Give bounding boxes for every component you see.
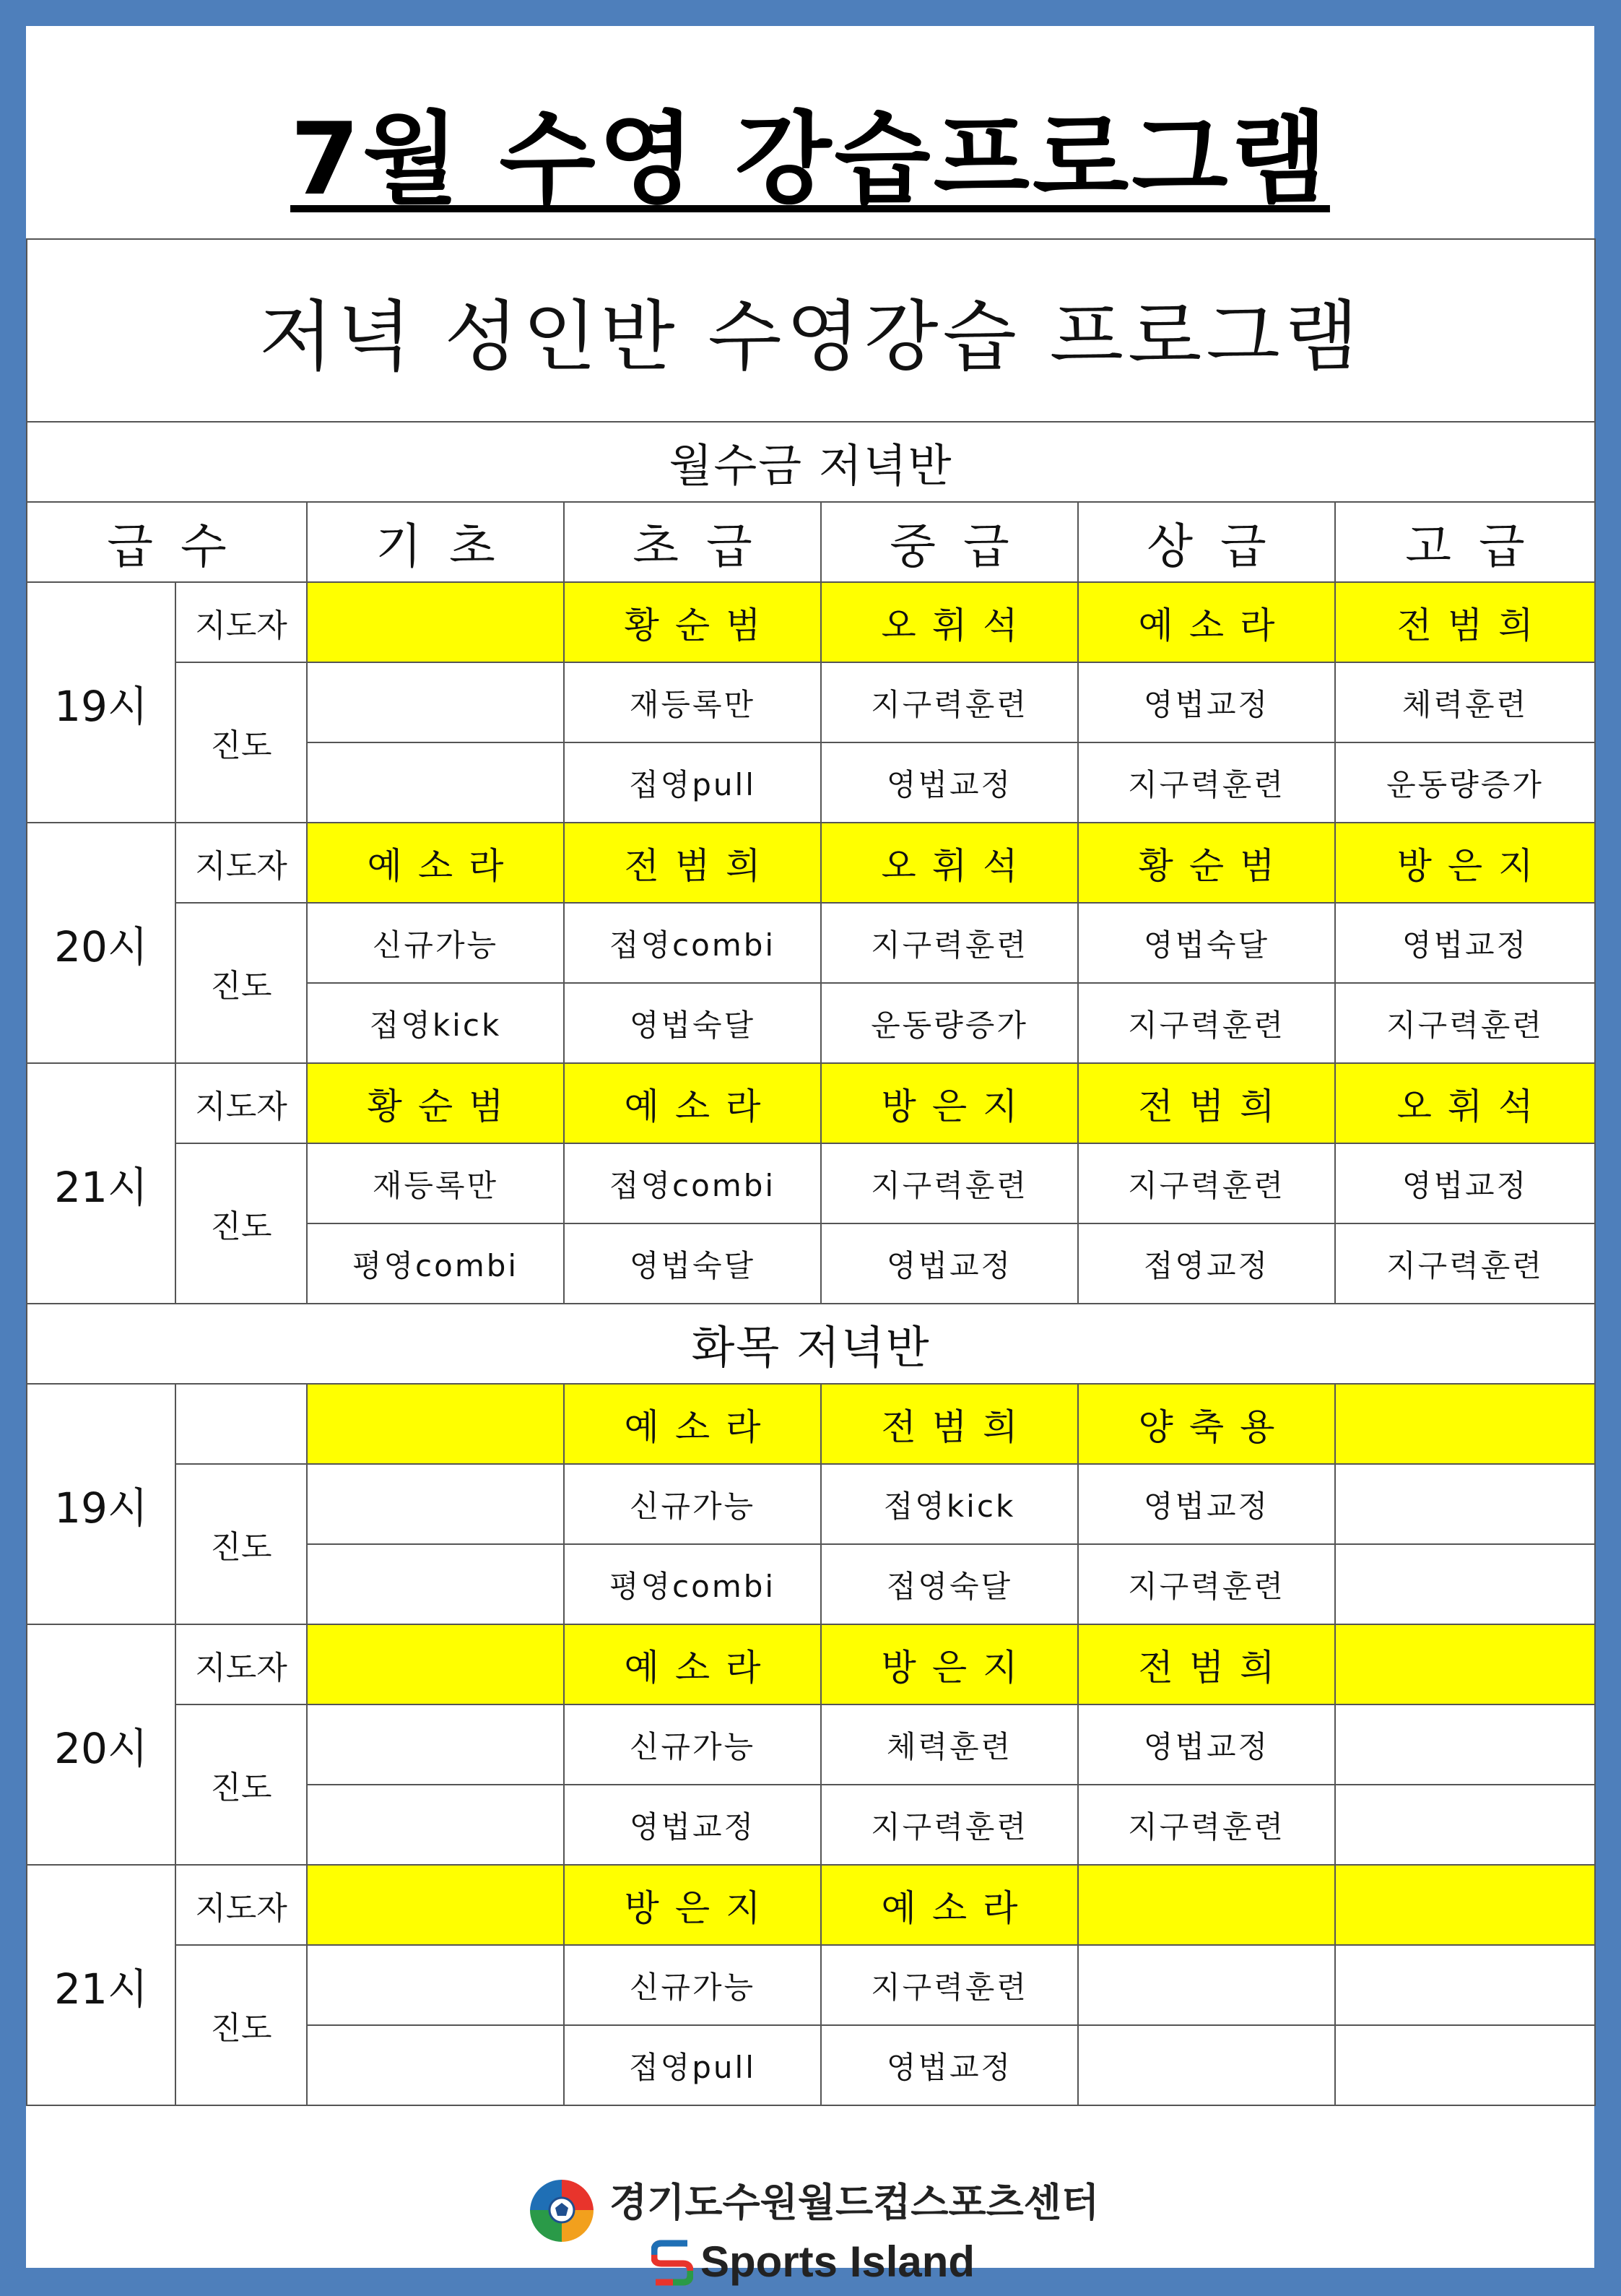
- progress-label: 진도: [175, 1143, 307, 1304]
- instructor-cell: [307, 1384, 564, 1464]
- progress-row: [27, 1464, 1595, 1544]
- progress-cell: 영법숙달: [564, 1223, 821, 1304]
- instructor-cell: 예소라: [564, 1384, 821, 1464]
- progress-cell: 영법교정: [821, 1223, 1078, 1304]
- instructor-row: [27, 823, 1595, 903]
- progress-cell: 접영숙달: [821, 1544, 1078, 1624]
- footer: [26, 2157, 1594, 2286]
- progress-cell: [307, 1464, 564, 1544]
- instructor-row: [27, 1384, 1595, 1464]
- progress-cell: 접영pull: [564, 742, 821, 823]
- progress-row: [27, 903, 1595, 983]
- progress-cell: [1078, 1945, 1335, 2025]
- time-slot: 21시: [27, 1865, 175, 2105]
- instructor-cell: [307, 1865, 564, 1945]
- level-header: 중급: [821, 502, 1078, 582]
- instructor-cell: 예소라: [564, 1063, 821, 1143]
- progress-cell: [307, 2025, 564, 2105]
- progress-cell: 영법교정: [821, 742, 1078, 823]
- time-slot: 20시: [27, 1624, 175, 1865]
- progress-cell: 재등록만: [564, 662, 821, 742]
- progress-cell: [307, 1704, 564, 1785]
- progress-cell: [1335, 1945, 1595, 2025]
- instructor-cell: 황순범: [307, 1063, 564, 1143]
- progress-cell: 접영pull: [564, 2025, 821, 2105]
- progress-cell: 접영combi: [564, 1143, 821, 1223]
- progress-cell: 영법교정: [1335, 1143, 1595, 1223]
- progress-cell: 지구력훈련: [1078, 1785, 1335, 1865]
- progress-label: 진도: [175, 1945, 307, 2105]
- sports-island-logo-icon: [651, 2239, 693, 2287]
- schedule-body: [27, 239, 1595, 2105]
- progress-cell: 운동량증가: [1335, 742, 1595, 823]
- progress-cell: 평영combi: [564, 1544, 821, 1624]
- progress-cell: 영법교정: [1078, 1464, 1335, 1544]
- progress-cell: 영법교정: [564, 1785, 821, 1865]
- progress-cell: 지구력훈련: [1078, 983, 1335, 1063]
- instructor-label: 지도자: [175, 582, 307, 662]
- instructor-cell: 방은지: [1335, 823, 1595, 903]
- page-title: [26, 98, 1594, 221]
- instructor-cell: 오휘석: [821, 823, 1078, 903]
- progress-cell: 지구력훈련: [821, 1143, 1078, 1223]
- instructor-cell: 예소라: [307, 823, 564, 903]
- progress-cell: [1335, 1544, 1595, 1624]
- instructor-row: [27, 1624, 1595, 1704]
- level-header: 상급: [1078, 502, 1335, 582]
- progress-cell: 지구력훈련: [821, 1945, 1078, 2025]
- progress-label: 진도: [175, 1704, 307, 1865]
- progress-cell: 지구력훈련: [821, 903, 1078, 983]
- banner-row: [27, 239, 1595, 422]
- section-title: 화목 저녁반: [27, 1304, 1595, 1384]
- progress-cell: [1335, 1704, 1595, 1785]
- progress-row: [27, 662, 1595, 742]
- instructor-label: 지도자: [175, 1063, 307, 1143]
- level-header: 초급: [564, 502, 821, 582]
- progress-cell: 지구력훈련: [1078, 1143, 1335, 1223]
- instructor-cell: 예소라: [1078, 582, 1335, 662]
- instructor-cell: [307, 1624, 564, 1704]
- instructor-cell: 전범희: [821, 1384, 1078, 1464]
- level-header: 기초: [307, 502, 564, 582]
- instructor-cell: 방은지: [821, 1624, 1078, 1704]
- progress-row: [27, 1945, 1595, 2025]
- instructor-row: [27, 1063, 1595, 1143]
- instructor-cell: [1078, 1865, 1335, 1945]
- instructor-cell: 전범희: [1078, 1063, 1335, 1143]
- instructor-cell: 예소라: [821, 1865, 1078, 1945]
- instructor-cell: 예소라: [564, 1624, 821, 1704]
- progress-label: 진도: [175, 903, 307, 1063]
- sports-center-logo: [524, 2177, 599, 2243]
- progress-cell: 체력훈련: [821, 1704, 1078, 1785]
- progress-cell: 접영combi: [564, 903, 821, 983]
- progress-cell: 지구력훈련: [821, 1785, 1078, 1865]
- time-slot: 20시: [27, 823, 175, 1063]
- instructor-label: 지도자: [175, 1865, 307, 1945]
- sports-island-brand: Sports Island: [700, 2237, 975, 2286]
- program-banner: 저녁 성인반 수영강습 프로그램: [27, 239, 1595, 422]
- instructor-cell: 오휘석: [821, 582, 1078, 662]
- instructor-cell: 오휘석: [1335, 1063, 1595, 1143]
- progress-cell: 영법교정: [1078, 662, 1335, 742]
- progress-cell: 신규가능: [564, 1704, 821, 1785]
- progress-cell: 평영combi: [307, 1223, 564, 1304]
- instructor-cell: [1335, 1624, 1595, 1704]
- instructor-cell: 양축용: [1078, 1384, 1335, 1464]
- progress-cell: 영법숙달: [564, 983, 821, 1063]
- progress-cell: 신규가능: [564, 1945, 821, 2025]
- progress-cell: 지구력훈련: [1078, 742, 1335, 823]
- progress-cell: 지구력훈련: [1078, 1544, 1335, 1624]
- level-header-row: [27, 502, 1595, 582]
- progress-cell: 영법교정: [1078, 1704, 1335, 1785]
- level-header: 고급: [1335, 502, 1595, 582]
- instructor-cell: 전범희: [1078, 1624, 1335, 1704]
- progress-cell: [1335, 2025, 1595, 2105]
- progress-cell: 접영kick: [821, 1464, 1078, 1544]
- progress-cell: [1335, 1785, 1595, 1865]
- instructor-cell: 방은지: [821, 1063, 1078, 1143]
- instructor-cell: 황순범: [564, 582, 821, 662]
- instructor-cell: 방은지: [564, 1865, 821, 1945]
- progress-cell: 영법숙달: [1078, 903, 1335, 983]
- progress-label: 진도: [175, 1464, 307, 1624]
- progress-cell: [307, 1945, 564, 2025]
- schedule-sheet: [26, 26, 1594, 2286]
- progress-row: [27, 1704, 1595, 1785]
- progress-cell: 지구력훈련: [821, 662, 1078, 742]
- progress-cell: 신규가능: [564, 1464, 821, 1544]
- progress-cell: 영법교정: [821, 2025, 1078, 2105]
- progress-cell: 체력훈련: [1335, 662, 1595, 742]
- instructor-label: [175, 1384, 307, 1464]
- progress-cell: 재등록만: [307, 1143, 564, 1223]
- instructor-label: 지도자: [175, 1624, 307, 1704]
- progress-cell: 신규가능: [307, 903, 564, 983]
- progress-label: 진도: [175, 662, 307, 823]
- instructor-cell: 전범희: [564, 823, 821, 903]
- progress-cell: 접영교정: [1078, 1223, 1335, 1304]
- time-slot: 19시: [27, 582, 175, 823]
- progress-cell: [307, 662, 564, 742]
- page-title-text: 7월 수영 강습프로그램: [290, 101, 1330, 217]
- instructor-label: 지도자: [175, 823, 307, 903]
- grade-header: 급수: [27, 502, 307, 582]
- instructor-cell: [307, 582, 564, 662]
- section-title: 월수금 저녁반: [27, 422, 1595, 502]
- progress-cell: [1078, 2025, 1335, 2105]
- time-slot: 21시: [27, 1063, 175, 1304]
- progress-cell: [1335, 1464, 1595, 1544]
- sports-center-name: 경기도수원월드컵스포츠센터: [609, 2180, 1100, 2225]
- progress-cell: 지구력훈련: [1335, 983, 1595, 1063]
- progress-cell: 영법교정: [1335, 903, 1595, 983]
- progress-cell: 운동량증가: [821, 983, 1078, 1063]
- progress-cell: [307, 1544, 564, 1624]
- instructor-cell: [1335, 1865, 1595, 1945]
- section-row: [27, 422, 1595, 502]
- section-row: [27, 1304, 1595, 1384]
- schedule-table: [26, 238, 1596, 2106]
- progress-cell: [307, 742, 564, 823]
- instructor-cell: 전범희: [1335, 582, 1595, 662]
- progress-cell: 지구력훈련: [1335, 1223, 1595, 1304]
- instructor-cell: [1335, 1384, 1595, 1464]
- progress-row: [27, 1143, 1595, 1223]
- instructor-row: [27, 1865, 1595, 1945]
- instructor-row: [27, 582, 1595, 662]
- time-slot: 19시: [27, 1384, 175, 1624]
- instructor-cell: 황순범: [1078, 823, 1335, 903]
- progress-cell: 접영kick: [307, 983, 564, 1063]
- progress-cell: [307, 1785, 564, 1865]
